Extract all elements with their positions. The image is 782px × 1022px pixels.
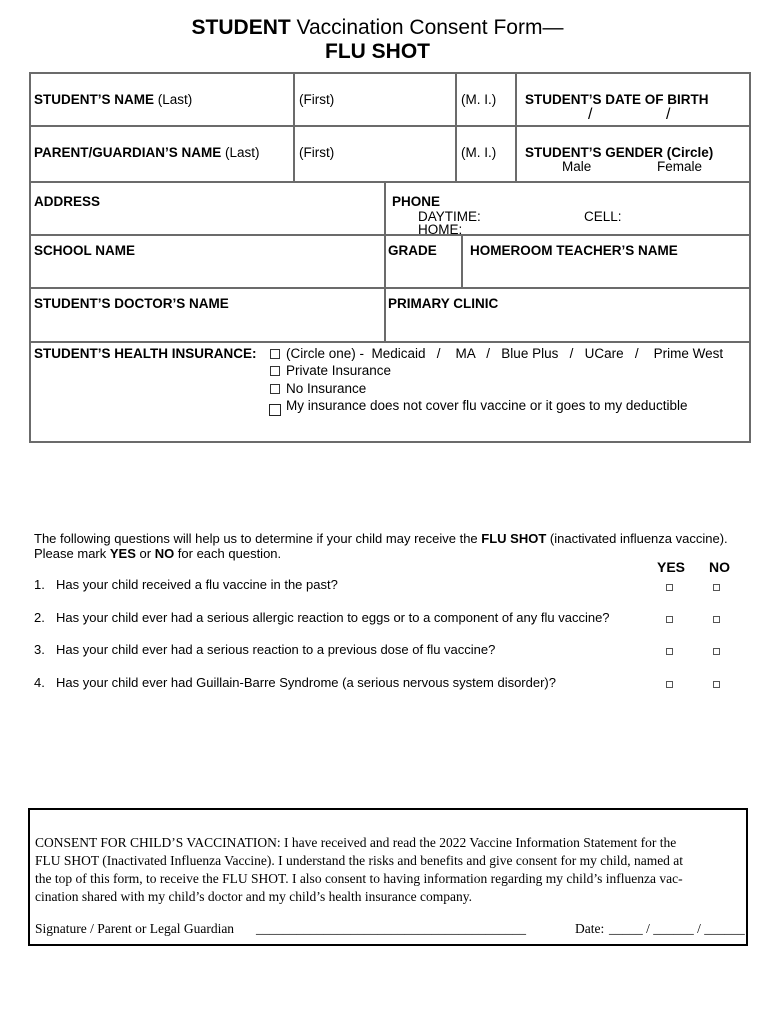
insurance-option-none[interactable]: No Insurance [286, 381, 367, 396]
label: STUDENT’S NAME [34, 92, 155, 107]
consent-text-line: cination shared with my child’s doctor and my child’s health insurance company. [35, 889, 473, 904]
insurance-option-private[interactable]: Private Insurance [286, 363, 392, 378]
question-4-no-checkbox[interactable] [713, 681, 720, 688]
intro-bold: FLU SHOT [481, 531, 547, 546]
dob-separator-2: / [666, 106, 671, 123]
table-divider [455, 72, 457, 181]
table-border-top [29, 72, 750, 74]
label-sub: (Last) [221, 145, 260, 160]
table-border-right [749, 72, 751, 443]
student-first-name-field[interactable]: (First) [299, 92, 335, 107]
question-3-yes-checkbox[interactable] [666, 648, 673, 655]
consent-text-line: CONSENT FOR CHILD’S VACCINATION: I have received and read the 2022 Vaccine Information Statement for the [35, 835, 677, 850]
gender-label: STUDENT’S GENDER (Circle) [525, 145, 714, 160]
column-header-yes: YES [657, 559, 686, 575]
signature-field[interactable]: ________________________________________ [256, 921, 526, 936]
question-3-no-checkbox[interactable] [713, 648, 720, 655]
table-divider [29, 125, 750, 127]
phone-cell-field[interactable]: CELL: [584, 209, 622, 224]
instruction-text: Please mark [34, 546, 110, 561]
question-number: 3. [34, 642, 45, 657]
phone-daytime-field[interactable]: DAYTIME: [418, 209, 481, 224]
consent-text-line: FLU SHOT (Inactivated Influenza Vaccine). I understand the risks and benefits and give consent for my child, named at [35, 853, 684, 868]
phone-home-field[interactable]: HOME: [418, 222, 463, 234]
form-title [0, 16, 755, 40]
table-divider [29, 234, 750, 236]
gender-option-male[interactable]: Male [562, 159, 592, 174]
insurance-none-checkbox[interactable] [270, 384, 280, 394]
table-divider [515, 72, 517, 181]
school-name-field[interactable]: SCHOOL NAME [34, 243, 136, 258]
dob-field-label: STUDENT’S DATE OF BIRTH [525, 92, 709, 107]
doctor-name-field[interactable]: STUDENT’S DOCTOR’S NAME [34, 296, 229, 311]
homeroom-teacher-field[interactable]: HOMEROOM TEACHER’S NAME [470, 243, 678, 258]
label: PARENT/GUARDIAN’S NAME [34, 145, 222, 160]
question-number: 1. [34, 577, 45, 592]
table-border-bottom [29, 441, 750, 443]
insurance-label: STUDENT’S HEALTH INSURANCE: [34, 346, 257, 361]
primary-clinic-field[interactable]: PRIMARY CLINIC [388, 296, 499, 311]
label-sub: (Last) [154, 92, 193, 107]
parent-last-name-field[interactable] [34, 145, 260, 161]
grade-field[interactable]: GRADE [388, 243, 437, 258]
question-text: Has your child ever had Guillain-Barre Syndrome (a serious nervous system disorder)? [56, 675, 556, 690]
table-divider [461, 234, 463, 287]
dob-field[interactable] [520, 110, 745, 124]
consent-text-line: the top of this form, to receive the FLU SHOT. I also consent to having information regarding my child’s influenza vac- [35, 871, 683, 886]
insurance-option-public[interactable]: (Circle one) - Medicaid / MA / Blue Plus / UCare / Prime West [286, 346, 724, 361]
question-text: Has your child ever had a serious reaction to a previous dose of flu vaccine? [56, 642, 496, 657]
insurance-not-covered-checkbox[interactable] [269, 404, 281, 416]
insurance-public-checkbox[interactable] [270, 349, 280, 359]
question-1-yes-checkbox[interactable] [666, 584, 673, 591]
instruction-text-post: for each question. [174, 546, 282, 561]
phone-label: PHONE [392, 194, 441, 209]
form-subtitle: FLU SHOT [325, 40, 430, 63]
table-divider [29, 287, 750, 289]
parent-first-name-field[interactable]: (First) [299, 145, 335, 160]
question-text: Has your child ever had a serious allergic reaction to eggs or to a component of any flu vaccine? [56, 610, 610, 625]
column-header-no: NO [709, 559, 730, 575]
instruction-no: NO [154, 546, 175, 561]
instruction-or: or [135, 546, 155, 561]
title-rest: Vaccination Consent Form— [290, 16, 564, 39]
questions-instruction [34, 546, 281, 562]
table-divider [293, 72, 295, 181]
address-field[interactable]: ADDRESS [34, 194, 101, 209]
insurance-private-checkbox[interactable] [270, 366, 280, 376]
table-divider [384, 181, 386, 341]
table-border-left [29, 72, 31, 443]
question-number: 2. [34, 610, 45, 625]
signature-label: Signature / Parent or Legal Guardian [35, 921, 235, 936]
date-field[interactable]: _____ / ______ / ______ [609, 921, 745, 936]
parent-mi-field[interactable]: (M. I.) [461, 145, 497, 160]
question-2-no-checkbox[interactable] [713, 616, 720, 623]
title-bold: STUDENT [191, 16, 291, 39]
question-text: Has your child received a flu vaccine in the past? [56, 577, 338, 592]
question-number: 4. [34, 675, 45, 690]
date-label: Date: [575, 921, 605, 936]
student-last-name-field[interactable] [34, 92, 192, 108]
instruction-yes: YES [109, 546, 136, 561]
student-mi-field[interactable]: (M. I.) [461, 92, 497, 107]
questions-intro [34, 531, 728, 547]
insurance-option-not-covered[interactable]: My insurance does not cover flu vaccine or it goes to my deductible [286, 398, 688, 413]
intro-text-post: (inactivated influenza vaccine). [546, 531, 728, 546]
table-divider [29, 341, 750, 343]
question-1-no-checkbox[interactable] [713, 584, 720, 591]
intro-text: The following questions will help us to determine if your child may receive the [34, 531, 482, 546]
gender-option-female[interactable]: Female [657, 159, 703, 174]
question-2-yes-checkbox[interactable] [666, 616, 673, 623]
question-4-yes-checkbox[interactable] [666, 681, 673, 688]
dob-separator-1: / [588, 106, 593, 123]
table-divider [29, 181, 750, 183]
